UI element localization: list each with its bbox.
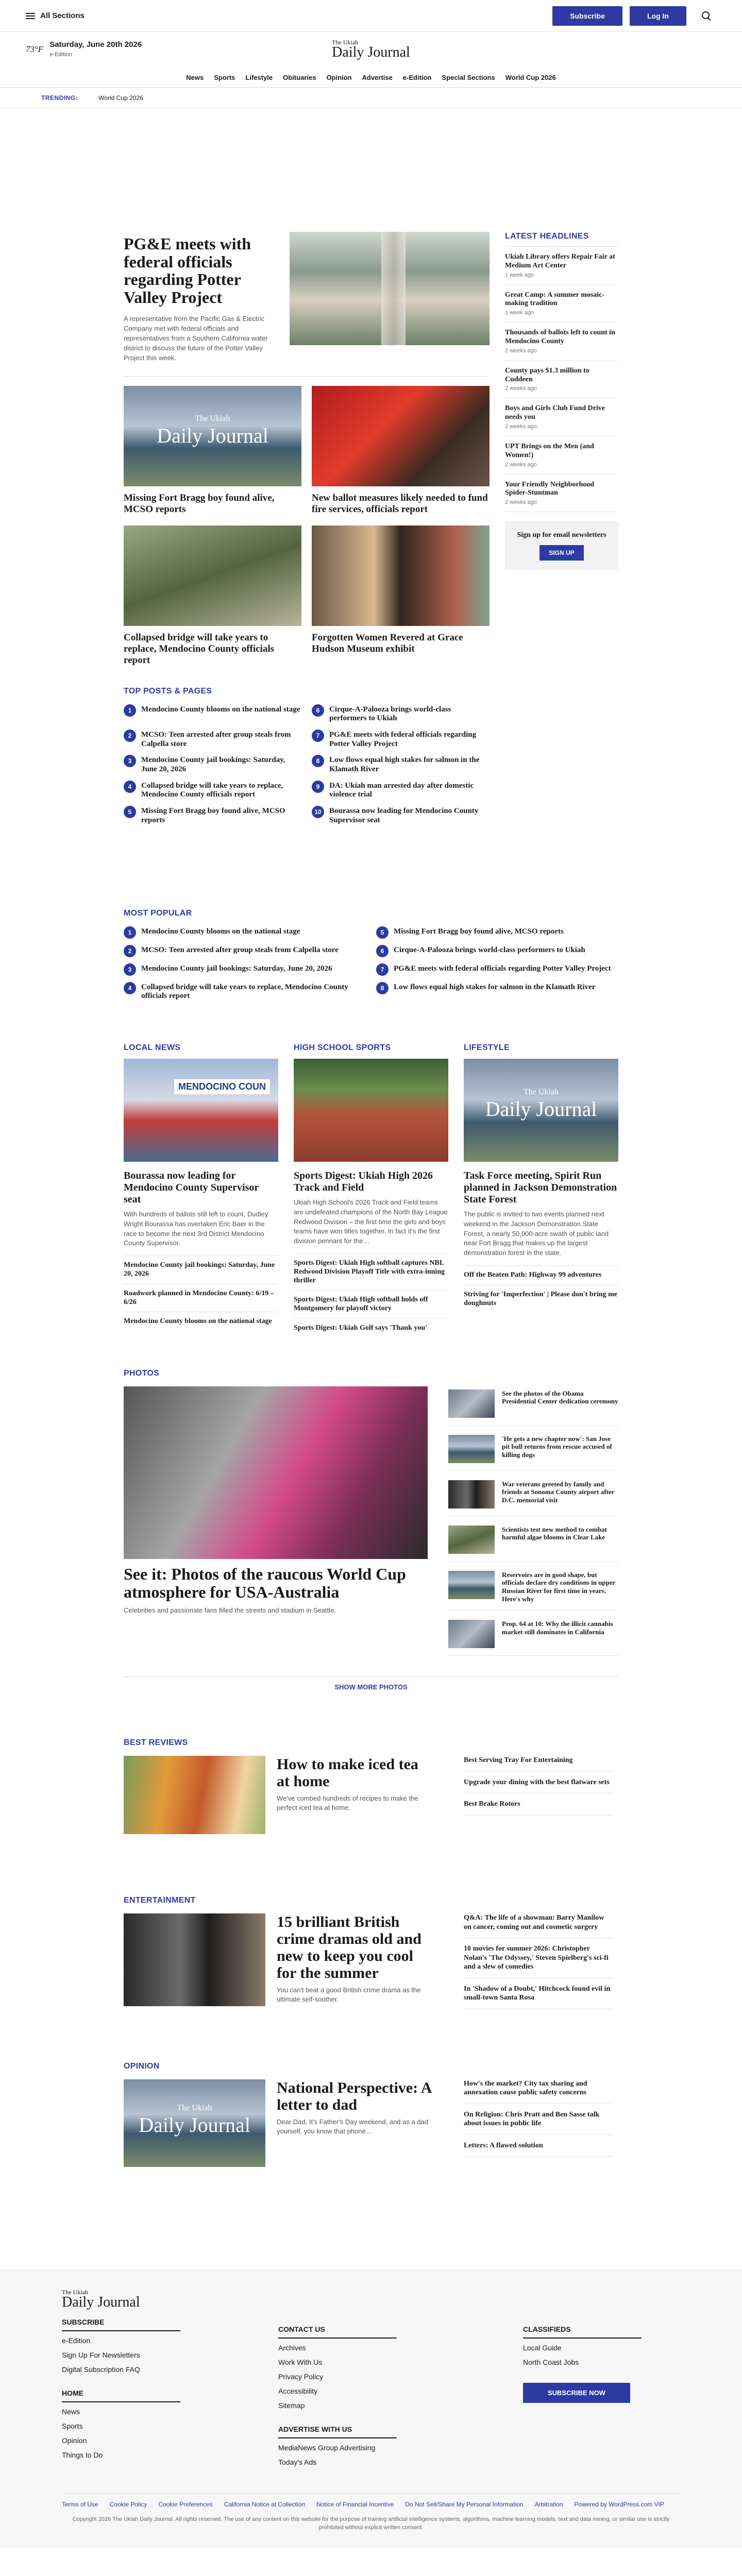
top-posts-list [124,704,618,832]
thumbnail[interactable] [448,1480,495,1509]
footer-heading: CONTACT US [278,2325,397,2338]
footer-link[interactable]: Sitemap [278,2401,305,2410]
photo-item[interactable]: Scientists test new method to combat harmful algae blooms in Clear Lake [448,1522,618,1562]
logo-large-text: Daily Journal [332,44,410,60]
photo-feature[interactable] [124,1386,428,1662]
story-image[interactable] [464,1059,618,1162]
hs-sports-section [294,1043,448,1338]
footer-link[interactable]: MediaNews Group Advertising [278,2443,376,2452]
list-item[interactable]: 5 Missing Fort Bragg boy found alive, MCSO reports [376,926,618,939]
side-link[interactable]: Upgrade your dining with the best flatware sets [464,1778,613,1794]
photo-item[interactable]: War veterans greeted by family and friends at Sonoma County airport after D.C. memorial visit [448,1477,618,1516]
story-summary: Dear Dad, It's Father's Day weekend, and as a dad yourself, you know that phone… [277,2117,429,2135]
legal-link[interactable]: Terms of Use [62,2500,98,2508]
newsletter-text: Sign up for email newsletters [517,531,606,539]
logo-overlay: The Ukiah Daily Journal [485,1087,597,1121]
feature-row [124,1756,618,1834]
legal-link[interactable]: Cookie Policy [109,2500,147,2508]
latest-item[interactable]: Boys and Girls Club Fund Drive needs you 2 weeks ago [505,398,618,436]
legal-link[interactable]: Notice of Financial Incentive [316,2500,394,2508]
side-link[interactable]: 10 movies for summer 2026: Christopher Nolan's 'The Odyssey,' Steven Spielberg's sci-fi and a slew of comedies [464,1944,613,1978]
hamburger-icon [26,13,35,19]
lead-summary: A representative from the Pacific Gas & Electric Company met with federal officials and representatives from a Southern California water district to discuss the future of the Potter Valley Project this week. [124,315,268,362]
photo-list [448,1386,618,1662]
list-item[interactable]: 4 Collapsed bridge will take years to replace, Mendocino County officials report [124,982,366,1001]
feature-row [124,1913,618,2015]
sub-story[interactable]: Sports Digest: Ukiah High softball holds off Montgomery for playoff victory [294,1290,448,1318]
story-title[interactable]: Missing Fort Bragg boy found alive, MCSO reports [124,493,275,515]
legal-link[interactable]: Cookie Preferences [158,2500,213,2508]
story-grid [124,386,490,666]
footer-link[interactable]: Today's Ads [278,2458,317,2466]
list-item[interactable]: 1 Mendocino County blooms on the national stage [124,704,301,723]
most-popular [124,909,618,1007]
sub-stories [464,1265,618,1313]
copyright: Copyright 2026 The Ukiah Daily Journal. All rights reserved. The use of any content on this website for the purpose of training artificial intelligence systems, algorithms, machine learning models, text and data mining, or similar use is strictly prohibited without explicit written consent. [72,2516,670,2531]
sub-stories [294,1253,448,1338]
ad-space [0,832,742,909]
latest-heading: LATEST HEADLINES [505,232,618,247]
latest-item[interactable]: County pays $1.3 million to Cuddeen 2 weeks ago [505,361,618,399]
story-title[interactable]: Sports Digest: Ukiah High 2026 Track and Field [294,1170,433,1193]
sub-stories [124,1256,278,1331]
footer-link[interactable]: Opinion [62,2436,87,2445]
e-edition-link[interactable]: e-Edition [49,52,72,58]
logo-overlay: The Ukiah Daily Journal [139,2104,250,2137]
footer-link[interactable]: Sign Up For Newsletters [62,2350,140,2359]
best-reviews-heading[interactable]: BEST REVIEWS [124,1738,188,1748]
legal-links [62,2493,680,2508]
logo-overlay: The Ukiah Daily Journal [157,414,268,447]
sub-story[interactable]: Sports Digest: Ukiah Golf says 'Thank you' [294,1318,448,1338]
weather-date [26,40,142,59]
lead-story-text [124,232,278,363]
footer-link[interactable]: Privacy Policy [278,2372,324,2381]
story-image[interactable] [124,386,301,486]
thumbnail[interactable] [448,1620,495,1648]
thumbnail[interactable] [448,1435,495,1463]
story-image[interactable] [294,1059,448,1162]
story-card[interactable] [312,526,490,666]
story-title[interactable]: Task Force meeting, Spirit Run planned in Jackson Demonstration State Forest [464,1170,617,1205]
list-item[interactable]: 10 Bourassa now leading for Mendocino County Supervisor seat [312,806,490,825]
trending-item[interactable]: World Cup 2026 [98,94,143,101]
list-item[interactable]: 6 Cirque-A-Palooza brings world-class performers to Ukiah [312,704,490,723]
photos-section [124,1369,618,1697]
footer-link[interactable]: North Coast Jobs [523,2358,579,2366]
local-news-section [124,1043,278,1338]
side-link[interactable]: In 'Shadow of a Doubt,' Hitchcock found evil in small-town Santa Rosa [464,1985,613,2009]
list-item[interactable]: 2 MCSO: Teen arrested after group steals from Calpella store [124,730,301,749]
entertainment-section [124,1896,618,2015]
story-card[interactable] [312,386,490,515]
nav-lifestyle[interactable]: Lifestyle [245,74,273,81]
thumbnail[interactable] [448,1571,495,1599]
story-summary: Ukiah High School's 2026 Track and Field teams are undefeated champions of the North Bay League Redwood Division – the first time the girls and boys teams have won titles together. In fact it's the first division pennant for the… [294,1198,448,1245]
feature-story[interactable] [124,1756,433,1834]
top-posts-heading: TOP POSTS & PAGES [124,686,212,696]
opinion-section [124,2062,618,2167]
list-item[interactable]: 8 Low flows equal high stakes for salmon in the Klamath River [376,982,618,1001]
top-bar [0,0,742,32]
side-links [464,2079,613,2167]
story-title[interactable]: Bourassa now leading for Mendocino County Supervisor seat [124,1170,259,1205]
list-item[interactable]: 1 Mendocino County blooms on the national stage [124,926,366,939]
story-title[interactable]: 15 brilliant British crime dramas old and new to keep you cool for the summer [277,1913,421,1982]
main-nav [0,68,742,88]
sub-story[interactable]: Mendocino County blooms on the national stage [124,1312,278,1331]
latest-item[interactable]: Ukiah Library offers Repair Fair at Medium Art Center 1 week ago [505,247,618,285]
photo-item[interactable]: Prop. 64 at 10: Why the illicit cannabis market still dominates in California [448,1617,618,1656]
trending-bar [0,88,742,108]
story-summary: With hundreds of ballots still left to count, Dudley Wright Bourassa has overtaken Eric Baer in the race to become the next 3rd District Mendocino County Supervisor. [124,1210,268,1247]
show-more-photos-button[interactable]: SHOW MORE PHOTOS [124,1676,618,1697]
all-sections-label: All Sections [40,11,85,20]
legal-link[interactable]: Arbitration [534,2500,563,2508]
site-footer [0,2270,742,2548]
footer-link[interactable]: Archives [278,2343,306,2352]
all-sections-menu[interactable] [26,11,85,20]
list-item[interactable]: 7 PG&E meets with federal officials regarding Potter Valley Project [312,730,490,749]
top-actions [552,6,712,26]
top-posts [124,687,618,832]
subscribe-button[interactable]: Subscribe [552,6,622,26]
side-link[interactable]: Letters: A flawed solution [464,2141,613,2157]
story-image[interactable] [312,526,490,626]
sub-story[interactable]: Mendocino County jail bookings: Saturday, June 20, 2026 [124,1256,278,1284]
nav-world-cup[interactable]: World Cup 2026 [505,74,556,81]
list-item[interactable]: 9 DA: Ukiah man arrested day after domestic violence trial [312,781,490,800]
footer-col-2 [278,2289,523,2472]
newsletter-box [505,521,618,570]
thumbnail[interactable] [448,1526,495,1554]
story-card[interactable] [124,386,301,515]
list-item[interactable]: 3 Mendocino County jail bookings: Saturday, June 20, 2026 [124,963,366,976]
list-item[interactable]: 7 PG&E meets with federal officials regarding Potter Valley Project [376,963,618,976]
side-links [464,1756,613,1834]
most-popular-list [124,926,618,1007]
photo-item[interactable]: 'He gets a new chapter now': San Jose pit bull returns from rescue accused of killing dogs [448,1432,618,1471]
feature-row [124,2079,618,2167]
opinion-heading[interactable]: OPINION [124,2061,160,2071]
footer-heading: ADVERTISE WITH US [278,2425,397,2438]
image-sign-text: MENDOCINO COUN [174,1079,270,1094]
story-image[interactable] [124,2079,265,2167]
story-title[interactable]: New ballot measures likely needed to fund fire services, officials report [312,493,488,515]
footer-columns [62,2289,680,2472]
latest-item[interactable]: UPT Brings on the Men (and Women!) 2 weeks ago [505,436,618,474]
story-summary: You can't beat a good British crime drama as the ultimate self-soother. [277,1986,421,2004]
nav-news[interactable]: News [186,74,204,81]
sub-story[interactable]: Off the Beaten Path: Highway 99 adventures [464,1265,618,1285]
story-title[interactable]: Forgotten Women Revered at Grace Hudson Museum exhibit [312,632,463,654]
latest-item[interactable]: Thousands of ballots left to count in Mendocino County 2 weeks ago [505,323,618,361]
footer-link[interactable]: Work With Us [278,2358,323,2366]
footer-link[interactable]: News [62,2407,80,2416]
footer-link[interactable]: Sports [62,2421,83,2430]
feature-story[interactable] [124,2079,433,2167]
nav-opinion[interactable]: Opinion [326,74,352,81]
lifestyle-section [464,1043,618,1338]
temperature: 73°F [26,44,44,54]
footer-link[interactable]: Accessibility [278,2386,318,2395]
footer-heading: CLASSIFIEDS [523,2325,642,2338]
nav-e-edition[interactable]: e-Edition [402,74,432,81]
best-reviews-section [124,1738,618,1834]
lead-story[interactable] [124,232,490,377]
nav-sports[interactable]: Sports [214,74,235,81]
current-date: Saturday, June 20th 2026 [49,40,142,49]
nav-advertise[interactable]: Advertise [362,74,393,81]
sub-story[interactable]: Sports Digest: Ukiah High softball captures NBL Redwood Division Playoff Title with extra-inning thriller [294,1253,448,1290]
story-image[interactable] [312,386,490,486]
nav-obituaries[interactable]: Obituaries [283,74,316,81]
list-item[interactable]: 3 Mendocino County jail bookings: Saturday, June 20, 2026 [124,755,301,774]
photo-item[interactable]: See the photos of the Obama Presidential Center dedication ceremony [448,1386,618,1426]
legal-link[interactable]: California Notice at Collection [224,2500,306,2508]
newsletter-signup-button[interactable]: SIGN UP [539,545,583,561]
footer-link[interactable]: Things to Do [62,2450,103,2459]
legal-link[interactable]: Powered by WordPress.com VIP [574,2500,664,2508]
feature-story[interactable] [124,1913,433,2015]
photo-item[interactable]: Reservoirs are in good shape, but officials declare dry conditions in upper Russian River for first time in years. Here's why [448,1568,618,1611]
story-summary: We've combed hundreds of recipes to make the perfect iced tea at home. [277,1794,418,1812]
most-popular-heading: MOST POPULAR [124,908,192,918]
footer-heading: SUBSCRIBE [62,2318,180,2331]
story-title[interactable]: Collapsed bridge will take years to replace, Mendocino County officials report [124,632,275,666]
latest-item[interactable]: Great Camp: A summer mosaic-making tradition 1 week ago [505,285,618,323]
story-image[interactable] [124,1913,265,2006]
side-links [464,1913,613,2015]
list-item[interactable]: 8 Low flows equal high stakes for salmon in the Klamath River [312,755,490,774]
photos-content [124,1386,618,1662]
section-columns [124,1043,618,1338]
top-stories [124,232,618,666]
footer-logo[interactable]: The Ukiah Daily Journal [62,2288,140,2310]
photos-heading[interactable]: PHOTOS [124,1368,160,1378]
latest-item[interactable]: Your Friendly Neighborhood Spider-Stuntman 2 weeks ago [505,474,618,513]
footer-col-3 [523,2289,680,2472]
side-link[interactable]: Best Serving Tray For Entertaining [464,1756,613,1772]
nav-special-sections[interactable]: Special Sections [442,74,495,81]
local-news-heading[interactable]: LOCAL NEWS [124,1043,181,1052]
list-item[interactable]: 4 Collapsed bridge will take years to replace, Mendocino County officials report [124,781,301,800]
story-image[interactable] [124,526,301,626]
list-item[interactable]: 6 Cirque-A-Palooza brings world-class performers to Ukiah [376,945,618,957]
footer-subscribe-button[interactable]: SUBSCRIBE NOW [523,2383,630,2403]
story-title[interactable]: How to make iced tea at home [277,1756,418,1790]
story-summary: Celebrities and passionate fans filled the streets and stadium in Seattle. [124,1606,336,1615]
footer-link[interactable]: e-Edition [62,2336,91,2345]
login-button[interactable]: Log In [630,6,686,26]
site-logo[interactable] [332,39,410,60]
story-image[interactable] [124,1386,428,1559]
side-link[interactable]: How's the market? City tax sharing and annexation cause public safety concerns [464,2079,613,2104]
footer-heading: HOME [62,2389,180,2402]
list-item[interactable]: 5 Missing Fort Bragg boy found alive, MCSO reports [124,806,301,825]
side-link[interactable]: On Religion: Chris Pratt and Ben Sasse talk about issues in public life [464,2110,613,2135]
story-title[interactable]: National Perspective: A letter to dad [277,2079,431,2113]
story-title[interactable]: See it: Photos of the raucous World Cup atmosphere for USA-Australia [124,1564,406,1602]
sub-story[interactable]: Striving for 'Imperfection' | Please don't bring me doughnuts [464,1285,618,1313]
sub-story[interactable]: Roadwork planned in Mendocino County: 6/19 – 6/26 [124,1284,278,1312]
legal-link[interactable]: Do Not Sell/Share My Personal Information [405,2500,524,2508]
side-link[interactable]: Best Brake Rotors [464,1800,613,1816]
latest-headlines [505,232,618,666]
lead-headline[interactable]: PG&E meets with federal officials regarding Potter Valley Project [124,234,251,307]
story-summary: The public is invited to two events planned next weekend in the Jackson Demonstration State Forest, a nearly 50,000-acre swath of public land near Fort Bragg that makes up the largest demonstration forest in the state. [464,1210,609,1257]
thumbnail[interactable] [448,1389,495,1418]
masthead [0,32,742,68]
top-stories-main [124,232,490,666]
side-link[interactable]: Q&A: The life of a showman: Barry Manilow on cancer, coming out and cosmetic surgery [464,1913,613,1938]
ad-space [0,108,742,232]
logo-small-text: The Ukiah [332,39,359,46]
lifestyle-heading[interactable]: LIFESTYLE [464,1043,510,1052]
hs-sports-heading[interactable]: HIGH SCHOOL SPORTS [294,1043,391,1052]
footer-link[interactable]: Local Guide [523,2343,562,2352]
footer-col-1 [62,2289,278,2472]
footer-link[interactable]: Digital Subscription FAQ [62,2365,140,2374]
story-image[interactable] [124,1756,265,1834]
list-item[interactable]: 2 MCSO: Teen arrested after group steals from Calpella store [124,945,366,957]
story-image[interactable] [124,1059,278,1162]
lead-image[interactable] [290,232,490,345]
trending-label: TRENDING: [41,94,78,101]
search-icon[interactable] [701,10,712,22]
entertainment-heading[interactable]: ENTERTAINMENT [124,1896,196,1905]
story-card[interactable] [124,526,301,666]
